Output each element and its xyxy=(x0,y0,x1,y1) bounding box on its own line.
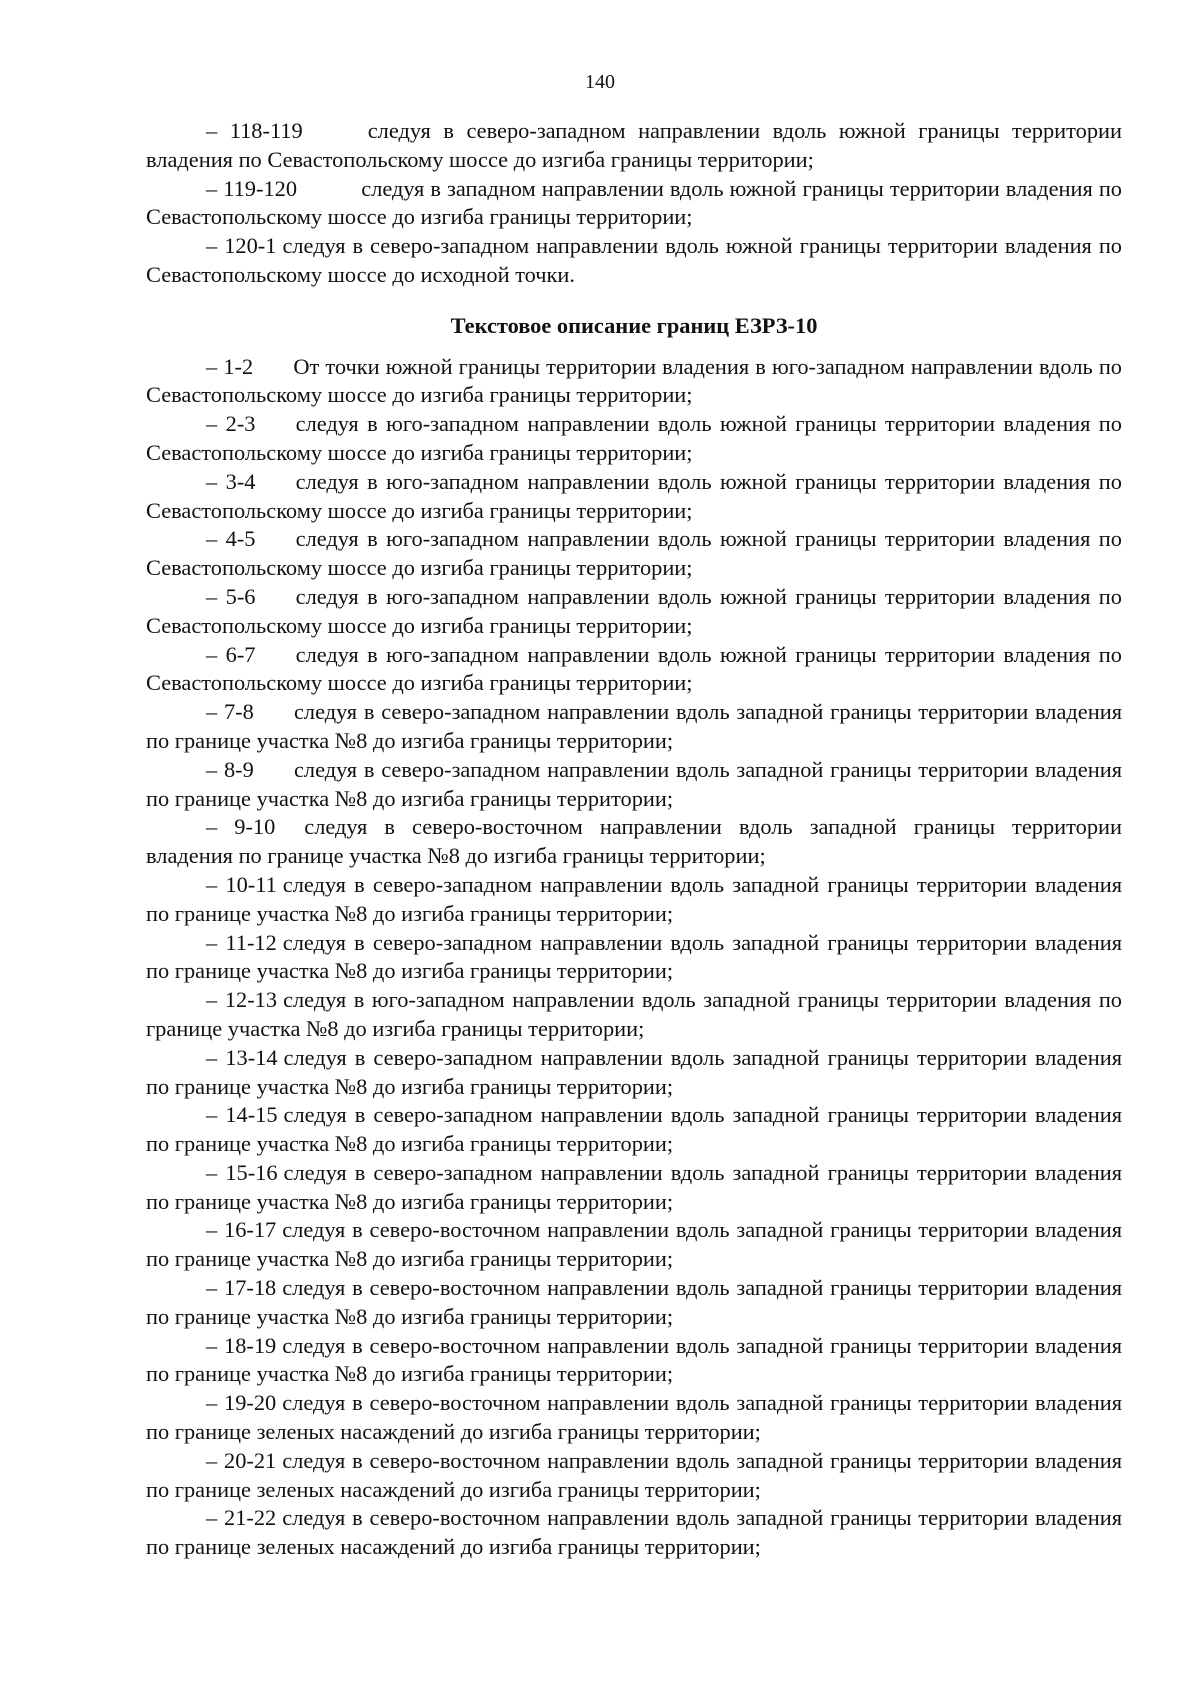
boundary-segment-text: следуя в северо-восточном направлении вдоль западной границы территории владения по границе участка №8 до изгиба границы территории; xyxy=(146,1275,1123,1329)
boundary-segment-code: 11-12 xyxy=(225,929,277,955)
boundary-segment-code: 4-5 xyxy=(225,526,256,552)
boundary-segment-text: следуя в северо-западном направлении вдоль южной границы территории владения по Севастопольскому шоссе до исходной точки. xyxy=(146,233,1123,287)
boundary-segment-code: 119-120 xyxy=(223,175,298,201)
boundary-item: – 14-15 следуя в северо-западном направлении вдоль западной границы территории владения по границе участка №8 до изгиба границы территории; xyxy=(146,1102,1122,1157)
boundary-segment-text: следуя в северо-западном направлении вдоль западной границы территории владения по границе участка №8 до изгиба границы территории; xyxy=(146,699,1122,753)
boundary-segment-text: следуя в северо-восточном направлении вдоль западной границы территории владения по границе участка №8 до изгиба границы территории; xyxy=(146,1332,1123,1387)
boundary-segment-text: следуя в северо-западном направлении вдоль западной границы территории владения по границе участка №8 до изгиба границы территории; xyxy=(146,1044,1122,1099)
boundary-segment-code: 20-21 xyxy=(224,1447,277,1473)
boundary-item: – 118-119 следуя в северо-западном направлении вдоль южной границы территории владения по Севастопольскому шоссе до изгиба границы территории; xyxy=(146,118,1122,172)
boundary-segment-text: следуя в северо-восточном направлении вдоль западной границы территории владения по границе участка №8 до изгиба границы территории; xyxy=(146,1217,1123,1272)
boundary-segment-code: 17-18 xyxy=(224,1275,277,1301)
boundary-item: – 19-20 следуя в северо-восточном направлении вдоль западной границы территории владения по границе зеленых насаждений до изгиба границы территории; xyxy=(146,1390,1123,1445)
boundary-item: – 21-22 следуя в северо-восточном направлении вдоль западной границы территории владения по границе зеленых насаждений до изгиба границы территории; xyxy=(146,1505,1123,1560)
boundary-item: – 8-9 следуя в северо-западном направлении вдоль западной границы территории владения по границе участка №8 до изгиба границы территории; xyxy=(146,756,1122,811)
boundary-segment-text: следуя в северо-восточном направлении вдоль западной границы территории владения по границе зеленых насаждений до изгиба границы территории; xyxy=(146,1390,1123,1445)
boundary-item: – 3-4 следуя в юго-западном направлении вдоль южной границы территории владения по Севастопольскому шоссе до изгиба границы территории; xyxy=(146,468,1122,523)
section-heading: Текстовое описание границ ЕЗРЗ-10 xyxy=(450,312,818,338)
boundary-segment-code: 7-8 xyxy=(223,699,254,725)
boundary-item: – 7-8 следуя в северо-западном направлении вдоль западной границы территории владения по границе участка №8 до изгиба границы территории; xyxy=(146,699,1122,753)
boundary-segment-text: следуя в западном направлении вдоль южной границы территории владения по Севастопольскому шоссе до изгиба границы территории; xyxy=(146,175,1123,230)
boundary-list xyxy=(146,353,1122,1562)
boundary-item: – 18-19 следуя в северо-восточном направлении вдоль западной границы территории владения по границе участка №8 до изгиба границы территории; xyxy=(146,1332,1123,1387)
boundary-segment-code: 3-4 xyxy=(225,468,256,494)
boundary-item: – 15-16 следуя в северо-западном направлении вдоль западной границы территории владения по границе участка №8 до изгиба границы территории; xyxy=(146,1159,1122,1214)
boundary-segment-code: 16-17 xyxy=(224,1217,277,1243)
boundary-segment-code: 2-3 xyxy=(225,411,256,437)
boundary-segment-code: 1-2 xyxy=(223,353,254,379)
boundary-segment-code: 14-15 xyxy=(225,1102,278,1128)
boundary-item: – 20-21 следуя в северо-восточном направлении вдоль западной границы территории владения по границе зеленых насаждений до изгиба границы территории; xyxy=(146,1447,1123,1502)
intro-list xyxy=(146,117,1122,290)
boundary-item: – 16-17 следуя в северо-восточном направлении вдоль западной границы территории владения по границе участка №8 до изгиба границы территории; xyxy=(146,1217,1123,1272)
boundary-segment-code: 19-20 xyxy=(224,1390,277,1416)
boundary-item: – 13-14 следуя в северо-западном направлении вдоль западной границы территории владения по границе участка №8 до изгиба границы территории; xyxy=(146,1044,1122,1099)
boundary-segment-text: следуя в юго-западном направлении вдоль южной границы территории владения по Севастопольскому шоссе до изгиба границы территории; xyxy=(146,526,1122,581)
document-body xyxy=(146,117,1122,1562)
boundary-segment-text: следуя в юго-западном направлении вдоль южной границы территории владения по Севастопольскому шоссе до изгиба границы территории; xyxy=(146,583,1122,638)
boundary-segment-code: 118-119 xyxy=(229,118,303,143)
boundary-segment-text: От точки южной границы территории владения в юго-западном направлении вдоль по Севастопольскому шоссе до изгиба границы территории; xyxy=(146,353,1123,408)
boundary-segment-code: 13-14 xyxy=(225,1044,278,1070)
boundary-item: – 5-6 следуя в юго-западном направлении вдоль южной границы территории владения по Севастопольскому шоссе до изгиба границы территории; xyxy=(146,583,1122,638)
boundary-segment-code: 10-11 xyxy=(225,871,277,897)
boundary-item: – 2-3 следуя в юго-западном направлении вдоль южной границы территории владения по Севастопольскому шоссе до изгиба границы территории; xyxy=(146,411,1122,465)
boundary-item: – 10-11 следуя в северо-западном направлении вдоль западной границы территории владения по границе участка №8 до изгиба границы территории; xyxy=(146,871,1122,926)
boundary-segment-text: следуя в северо-западном направлении вдоль западной границы территории владения по границе участка №8 до изгиба границы территории; xyxy=(146,871,1122,926)
boundary-segment-text: следуя в юго-западном направлении вдоль западной границы территории владения по границе участка №8 до изгиба границы территории; xyxy=(146,987,1123,1041)
boundary-segment-text: следуя в юго-западном направлении вдоль южной границы территории владения по Севастопольскому шоссе до изгиба границы территории; xyxy=(146,468,1122,523)
boundary-segment-text: следуя в северо-восточном направлении вдоль западной границы территории владения по границе зеленых насаждений до изгиба границы территории; xyxy=(146,1505,1123,1560)
boundary-segment-code: 9-10 xyxy=(234,814,276,840)
boundary-segment-text: следуя в северо-западном направлении вдоль западной границы территории владения по границе участка №8 до изгиба границы территории; xyxy=(146,756,1122,811)
boundary-segment-text: следуя в северо-западном направлении вдоль западной границы территории владения по границе участка №8 до изгиба границы территории; xyxy=(146,1159,1122,1214)
boundary-segment-code: 5-6 xyxy=(225,583,256,609)
boundary-item: – 119-120 следуя в западном направлении вдоль южной границы территории владения по Севастопольскому шоссе до изгиба границы территории; xyxy=(146,175,1123,230)
boundary-segment-text: следуя в северо-западном направлении вдоль южной границы территории владения по Севастопольскому шоссе до изгиба границы территории; xyxy=(146,118,1122,172)
boundary-segment-text: следуя в юго-западном направлении вдоль южной границы территории владения по Севастопольскому шоссе до изгиба границы территории; xyxy=(146,411,1122,465)
boundary-segment-code: 15-16 xyxy=(225,1159,278,1185)
boundary-segment-text: следуя в юго-западном направлении вдоль южной границы территории владения по Севастопольскому шоссе до изгиба границы территории; xyxy=(146,641,1122,696)
boundary-item: – 12-13 следуя в юго-западном направлении вдоль западной границы территории владения по границе участка №8 до изгиба границы территории; xyxy=(146,987,1123,1041)
boundary-item: – 6-7 следуя в юго-западном направлении вдоль южной границы территории владения по Севастопольскому шоссе до изгиба границы территории; xyxy=(146,641,1122,696)
boundary-segment-code: 21-22 xyxy=(224,1505,277,1531)
boundary-item: – 120-1 следуя в северо-западном направлении вдоль южной границы территории владения по Севастопольскому шоссе до исходной точки. xyxy=(146,233,1123,287)
boundary-segment-text: следуя в северо-западном направлении вдоль западной границы территории владения по границе участка №8 до изгиба границы территории; xyxy=(146,1102,1122,1157)
page-number: 140 xyxy=(585,71,615,93)
boundary-item: – 17-18 следуя в северо-восточном направлении вдоль западной границы территории владения по границе участка №8 до изгиба границы территории; xyxy=(146,1275,1123,1329)
boundary-segment-text: следуя в северо-восточном направлении вдоль западной границы территории владения по границе участка №8 до изгиба границы территории; xyxy=(146,814,1122,869)
boundary-segment-code: 120-1 xyxy=(224,233,277,259)
boundary-segment-code: 12-13 xyxy=(224,987,278,1013)
boundary-segment-text: следуя в северо-западном направлении вдоль западной границы территории владения по границе участка №8 до изгиба границы территории; xyxy=(146,929,1122,984)
boundary-segment-code: 8-9 xyxy=(223,756,254,782)
boundary-segment-text: следуя в северо-восточном направлении вдоль западной границы территории владения по границе зеленых насаждений до изгиба границы территории; xyxy=(146,1447,1123,1502)
boundary-segment-code: 18-19 xyxy=(224,1332,277,1358)
boundary-item: – 11-12 следуя в северо-западном направлении вдоль западной границы территории владения по границе участка №8 до изгиба границы территории; xyxy=(146,929,1122,984)
boundary-item: – 1-2 От точки южной границы территории владения в юго-западном направлении вдоль по Севастопольскому шоссе до изгиба границы территории; xyxy=(146,353,1123,408)
boundary-segment-code: 6-7 xyxy=(225,641,256,667)
boundary-item: – 9-10 следуя в северо-восточном направлении вдоль западной границы территории владения по границе участка №8 до изгиба границы территории; xyxy=(146,814,1122,869)
boundary-item: – 4-5 следуя в юго-западном направлении вдоль южной границы территории владения по Севастопольскому шоссе до изгиба границы территории; xyxy=(146,526,1122,581)
